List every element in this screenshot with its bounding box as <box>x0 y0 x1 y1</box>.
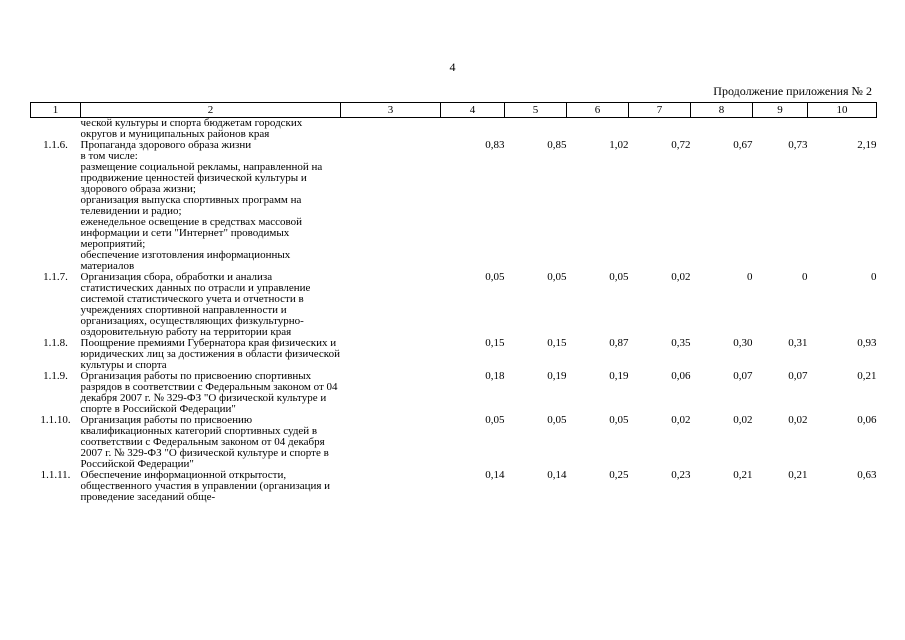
item-number: 1.1.9. <box>43 370 68 382</box>
item-name: Обеспечение информационной открытости, общественного участия в управлении (организация и проведение заседаний обще- <box>80 469 331 503</box>
cell-value: 0,07 <box>788 370 808 382</box>
cell-value: 0,19 <box>547 370 567 382</box>
table-row <box>31 118 877 141</box>
column-number-row <box>31 103 877 118</box>
cell-value: 0,15 <box>547 337 567 349</box>
item-name: Пропаганда здорового образа жизни <box>80 139 252 151</box>
item-number: 1.1.11. <box>40 469 71 481</box>
cell-value: 0,73 <box>788 139 808 151</box>
cell-value: 0,85 <box>547 139 567 151</box>
cell-value: 0,25 <box>609 469 629 481</box>
cell-value: 0,87 <box>609 337 629 349</box>
column-number: 4 <box>441 103 505 118</box>
table-row <box>31 217 877 250</box>
cell-value: 0,05 <box>547 271 567 283</box>
cell-value: 0,23 <box>671 469 691 481</box>
item-name: Организация работы по присвоению спортивных разрядов в соответствии с Федеральным законом от 04 декабря 2007 г. № 329-ФЗ "О физической культуре и спорте в Российской Федерации" <box>80 370 338 415</box>
cell-value: 0,06 <box>671 370 691 382</box>
sub-item: размещение социальной рекламы, направленной на продвижение ценностей физической культуры и здорового образа жизни; <box>80 161 323 195</box>
cell-value: 0 <box>871 271 877 283</box>
column-number: 6 <box>567 103 629 118</box>
cell-value: 0,72 <box>671 139 691 151</box>
cell-value: 0,14 <box>485 469 505 481</box>
cell-value: 0 <box>747 271 753 283</box>
cell-value: 0,14 <box>547 469 567 481</box>
table-row <box>31 415 877 470</box>
table-row <box>31 338 877 371</box>
sub-item: обеспечение изготовления информационных материалов <box>80 249 291 272</box>
column-number: 1 <box>31 103 81 118</box>
table-row <box>31 140 877 151</box>
cell-value: 0,02 <box>788 414 808 426</box>
cell-value: 0,07 <box>733 370 753 382</box>
item-name: Организация работы по присвоению квалификационных категорий спортивных судей в соответствии с Федеральным законом от 04 декабря 2007 г. № 329-ФЗ "О физической культуре и спорте в Российской Федерации" <box>80 414 329 470</box>
cell-value: 0,31 <box>788 337 808 349</box>
page-number: 4 <box>449 60 456 74</box>
cell-value: 0,15 <box>485 337 505 349</box>
cell-value: 2,19 <box>857 139 877 151</box>
table-row <box>31 272 877 338</box>
table-row <box>31 470 877 503</box>
program-table <box>30 102 877 503</box>
cell-value: 0,83 <box>485 139 505 151</box>
column-number: 5 <box>505 103 567 118</box>
item-number: 1.1.7. <box>43 271 68 283</box>
cell-value: 0,21 <box>788 469 808 481</box>
column-number: 7 <box>629 103 691 118</box>
column-number: 10 <box>808 103 877 118</box>
cell-value: 0,05 <box>485 271 505 283</box>
cell-value: 0,21 <box>733 469 753 481</box>
sub-item: еженедельное освещение в средствах массовой информации и сети "Интернет" проводимых мероприятий; <box>80 216 302 250</box>
column-number: 3 <box>341 103 441 118</box>
cell-value: 0 <box>802 271 808 283</box>
continuation-text: ческой культуры и спорта бюджетам городских округов и муниципальных районов края <box>80 117 303 140</box>
appendix-caption: Продолжение приложения № 2 <box>713 84 872 98</box>
item-name: Организация сбора, обработки и анализа статистических данных по отрасли и управление системой статистического учета и отчетности в учреждениях спортивной направленности и организациях, осуществляющих физкультурно-оздоровительную работу на территории края <box>80 271 311 338</box>
column-number: 2 <box>81 103 341 118</box>
cell-value: 0,30 <box>733 337 753 349</box>
table-row <box>31 371 877 415</box>
cell-value: 1,02 <box>609 139 629 151</box>
column-number: 8 <box>691 103 753 118</box>
cell-value: 0,02 <box>671 414 691 426</box>
cell-value: 0,21 <box>857 370 877 382</box>
cell-value: 0,67 <box>733 139 753 151</box>
item-number: 1.1.10. <box>40 414 71 426</box>
cell-value: 0,19 <box>609 370 629 382</box>
cell-value: 0,05 <box>547 414 567 426</box>
table-row <box>31 195 877 217</box>
cell-value: 0,05 <box>485 414 505 426</box>
sub-item: организация выпуска спортивных программ на телевидении и радио; <box>80 194 302 217</box>
item-number: 1.1.8. <box>43 337 68 349</box>
cell-value: 0,93 <box>857 337 877 349</box>
cell-value: 0,02 <box>671 271 691 283</box>
cell-value: 0,06 <box>857 414 877 426</box>
cell-value: 0,02 <box>733 414 753 426</box>
cell-value: 0,05 <box>609 271 629 283</box>
table-row <box>31 162 877 195</box>
table-row <box>31 250 877 272</box>
including-label: в том числе: <box>80 150 138 162</box>
cell-value: 0,63 <box>857 469 877 481</box>
cell-value: 0,18 <box>485 370 505 382</box>
cell-value: 0,35 <box>671 337 691 349</box>
column-number: 9 <box>753 103 808 118</box>
cell-value: 0,05 <box>609 414 629 426</box>
item-number: 1.1.6. <box>43 139 68 151</box>
item-name: Поощрение премиями Губернатора края физических и юридических лиц за достижения в области физической культуры и спорта <box>80 337 340 371</box>
